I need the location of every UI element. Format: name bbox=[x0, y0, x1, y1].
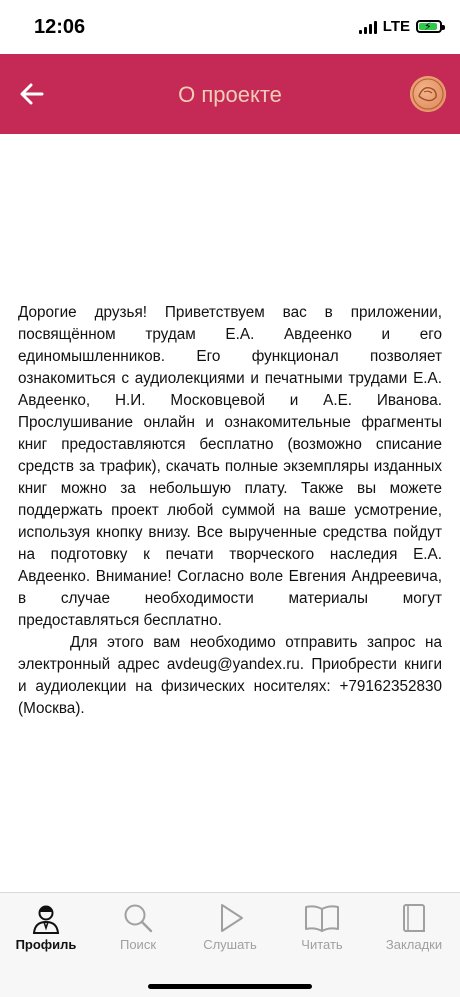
search-icon bbox=[121, 901, 155, 935]
about-text bbox=[18, 302, 442, 720]
tab-label: Слушать bbox=[203, 937, 257, 952]
play-icon bbox=[213, 901, 247, 935]
book-open-icon bbox=[303, 901, 341, 935]
battery-icon: ⚡ bbox=[416, 20, 442, 33]
tab-read[interactable] bbox=[276, 901, 368, 952]
tab-bar bbox=[0, 892, 460, 997]
profile-icon bbox=[29, 901, 63, 935]
status-time: 12:06 bbox=[34, 16, 86, 38]
tab-listen[interactable] bbox=[184, 901, 276, 952]
tab-profile[interactable] bbox=[0, 901, 92, 952]
page-title: О проекте bbox=[178, 82, 282, 107]
tab-bookmarks[interactable] bbox=[368, 901, 460, 952]
app-header bbox=[0, 54, 460, 134]
about-paragraph: Дорогие друзья! Приветствуем вас в приложении, посвящённом трудам Е.А. Авдеенко и его единомышленников. Его функционал позволяет ознакомиться с аудиолекциями и печатными трудами Е.А. Авдеенко, Н.И. Московцевой и А.Е. Иванова. Прослушивание онлайн и ознакомительные фрагменты книг предоставляются бесплатно (возможно списание средств за трафик), скачать полные экземпляры изданных книг можно за небольшую плату. Также вы можете поддержать проект любой суммой на ваше усмотрение, используя кнопку внизу. Все вырученные средства пойдут на подготовку к печати творческого наследия Е.А. Авдеенко. Внимание! Согласно воле Евгения Андреевича, в случае необходимости материалы могут предоставляться бесплатно. bbox=[18, 304, 442, 629]
about-paragraph: Для этого вам необходимо отправить запрос на электронный адрес avdeug@yandex.ru. Приобрести книги и аудиолекции на физических носителях: +79162352830 (Москва). bbox=[18, 634, 442, 717]
bookmark-book-icon bbox=[397, 901, 431, 935]
network-label: LTE bbox=[382, 18, 410, 35]
app-logo-icon bbox=[410, 76, 446, 112]
tab-search[interactable] bbox=[92, 901, 184, 952]
status-indicators bbox=[359, 18, 442, 35]
signal-icon bbox=[359, 20, 377, 34]
tab-label: Закладки bbox=[385, 937, 443, 952]
tab-label: Поиск bbox=[119, 937, 157, 952]
tab-label: Читать bbox=[301, 937, 343, 952]
home-indicator bbox=[148, 984, 312, 989]
tab-label: Профиль bbox=[15, 937, 77, 952]
status-bar bbox=[0, 0, 460, 54]
